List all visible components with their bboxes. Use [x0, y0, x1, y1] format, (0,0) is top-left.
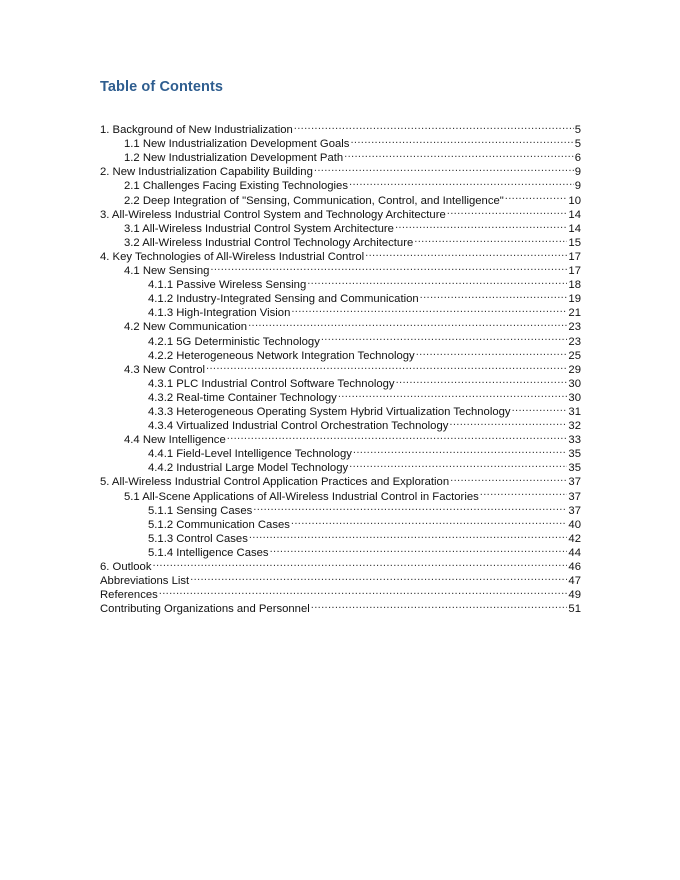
toc-entry-title: References — [100, 589, 158, 602]
toc-entry-title: Abbreviations List — [100, 575, 190, 588]
toc-dot-leader — [505, 189, 568, 203]
toc-dot-leader — [291, 514, 568, 528]
toc-page-number: 14 — [568, 208, 581, 221]
toc-dot-leader — [291, 302, 567, 316]
toc-entry-title: 2.2 Deep Integration of "Sensing, Communication, Control, and Intelligence" — [124, 194, 504, 207]
toc-page-number: 33 — [568, 434, 581, 447]
toc-page-number: 18 — [568, 279, 581, 292]
toc-dot-leader — [420, 288, 568, 302]
toc-page-number: 37 — [568, 490, 581, 503]
toc-entry-title: 6. Outlook — [100, 561, 152, 573]
toc-entry[interactable] — [100, 598, 581, 616]
toc-page-number: 37 — [568, 504, 581, 517]
toc-dot-leader — [449, 415, 567, 429]
toc-list — [100, 119, 581, 616]
toc-entry[interactable] — [100, 119, 581, 137]
toc-entry-title: Contributing Organizations and Personnel — [100, 603, 310, 616]
toc-dot-leader — [349, 175, 574, 189]
toc-entry-title: 5.1.4 Intelligence Cases — [148, 546, 269, 559]
toc-dot-leader — [270, 542, 568, 556]
toc-page-number: 14 — [568, 222, 581, 235]
toc-entry-title: 4.2 New Communication — [124, 321, 248, 334]
toc-dot-leader — [365, 246, 567, 260]
toc-dot-leader — [294, 119, 574, 133]
toc-entry-title: 4.2.2 Heterogeneous Network Integration Technology — [148, 349, 415, 362]
toc-page-number: 31 — [568, 405, 581, 418]
toc-title: Table of Contents — [100, 79, 224, 95]
toc-page-number: 47 — [568, 575, 581, 588]
toc-dot-leader — [344, 147, 574, 161]
toc-entry-title: 4. Key Technologies of All-Wireless Industrial Control — [100, 250, 365, 263]
toc-entry-title: 3.1 All-Wireless Industrial Control System Architecture — [124, 222, 394, 235]
toc-entry-title: 5.1.1 Sensing Cases — [148, 504, 253, 517]
toc-dot-leader — [210, 260, 567, 274]
toc-page-number: 23 — [568, 335, 581, 348]
toc-page-number: 35 — [568, 462, 581, 475]
toc-entry-title: 1.1 New Industrialization Development Goals — [124, 138, 350, 151]
toc-page-number: 42 — [568, 532, 581, 545]
toc-page-number: 15 — [568, 236, 581, 249]
toc-page-number: 49 — [568, 589, 581, 602]
toc-entry-title: 1.2 New Industrialization Development Path — [124, 152, 344, 165]
toc-dot-leader — [416, 345, 568, 359]
toc-page-number: 19 — [568, 293, 581, 306]
toc-entry-title: 1. Background of New Industrialization — [100, 124, 293, 137]
toc-dot-leader — [350, 133, 573, 147]
toc-entry[interactable] — [100, 556, 581, 573]
toc-entry-title: 4.1.3 High-Integration Vision — [148, 307, 291, 320]
toc-entry-title: 5.1 All-Scene Applications of All-Wireless Industrial Control in Factories — [124, 490, 479, 503]
toc-entry-title: 5.1.2 Communication Cases — [148, 518, 290, 531]
toc-dot-leader — [447, 204, 568, 218]
toc-entry-title: 5.1.3 Control Cases — [148, 532, 248, 545]
toc-dot-leader — [249, 528, 568, 542]
toc-dot-leader — [153, 556, 568, 570]
toc-entry-title: 4.1.2 Industry-Integrated Sensing and Communication — [148, 293, 419, 306]
toc-entry-title: 3.2 All-Wireless Industrial Control Technology Architecture — [124, 236, 414, 249]
toc-entry-title: 2.1 Challenges Facing Existing Technologies — [124, 180, 348, 193]
toc-page-number: 25 — [568, 349, 581, 362]
toc-dot-leader — [206, 359, 567, 373]
toc-entry-title: 4.3 New Control — [124, 363, 205, 376]
toc-entry-title: 4.3.4 Virtualized Industrial Control Orchestration Technology — [148, 420, 449, 433]
toc-entry-title: 4.2.1 5G Deterministic Technology — [148, 335, 320, 348]
toc-dot-leader — [227, 429, 568, 443]
toc-page-number: 17 — [568, 265, 581, 278]
toc-entry-title: 4.3.1 PLC Industrial Control Software Technology — [148, 377, 395, 390]
toc-dot-leader — [253, 500, 567, 514]
toc-entry[interactable] — [100, 570, 581, 588]
toc-entry-title: 4.4.2 Industrial Large Model Technology — [148, 462, 349, 475]
toc-dot-leader — [248, 316, 567, 330]
toc-page-number: 23 — [568, 321, 581, 334]
toc-page-number: 44 — [568, 546, 581, 559]
toc-page-number: 17 — [568, 250, 581, 263]
toc-dot-leader — [353, 443, 568, 457]
toc-page-number: 40 — [568, 518, 581, 531]
toc-dot-leader — [190, 570, 567, 584]
toc-entry-title: 2. New Industrialization Capability Building — [100, 166, 313, 179]
toc-dot-leader — [450, 471, 567, 485]
toc-page-number: 46 — [568, 561, 581, 573]
toc-entry-title: 4.3.2 Real-time Container Technology — [148, 391, 337, 404]
toc-dot-leader — [159, 584, 568, 598]
toc-page-number: 35 — [568, 448, 581, 461]
toc-entry-title: 4.4 New Intelligence — [124, 434, 226, 447]
toc-dot-leader — [338, 387, 568, 401]
toc-entry-title: 4.4.1 Field-Level Intelligence Technology — [148, 448, 352, 461]
toc-page-number: 5 — [574, 138, 581, 151]
toc-page-number: 5 — [574, 124, 581, 137]
toc-dot-leader — [480, 485, 568, 499]
toc-page-number: 32 — [568, 420, 581, 433]
toc-dot-leader — [321, 330, 568, 344]
toc-entry-title: 4.3.3 Heterogeneous Operating System Hybrid Virtualization Technology — [148, 405, 511, 418]
toc-page-number: 21 — [568, 307, 581, 320]
toc-entry[interactable] — [100, 584, 581, 602]
toc-dot-leader — [395, 218, 567, 232]
toc-dot-leader — [307, 274, 567, 288]
toc-entry-title: 3. All-Wireless Industrial Control System and Technology Architecture — [100, 208, 446, 221]
toc-page-number: 51 — [568, 603, 581, 616]
toc-entry-title: 4.1.1 Passive Wireless Sensing — [148, 279, 307, 292]
toc-page-number: 10 — [568, 194, 581, 207]
toc-page-number: 30 — [568, 377, 581, 390]
toc-page-number: 37 — [568, 476, 581, 489]
toc-dot-leader — [314, 161, 574, 175]
toc-entry-title: 5. All-Wireless Industrial Control Application Practices and Exploration — [100, 476, 450, 489]
toc-page-number: 29 — [568, 363, 581, 376]
toc-dot-leader — [512, 401, 568, 415]
toc-page-number: 9 — [574, 180, 581, 193]
toc-dot-leader — [311, 598, 568, 612]
toc-page-number: 6 — [574, 152, 581, 165]
toc-entry-title: 4.1 New Sensing — [124, 265, 210, 278]
toc-page-number: 30 — [568, 391, 581, 404]
toc-dot-leader — [349, 457, 567, 471]
toc-dot-leader — [414, 232, 567, 246]
toc-dot-leader — [396, 373, 568, 387]
toc-page-number: 9 — [574, 166, 581, 179]
